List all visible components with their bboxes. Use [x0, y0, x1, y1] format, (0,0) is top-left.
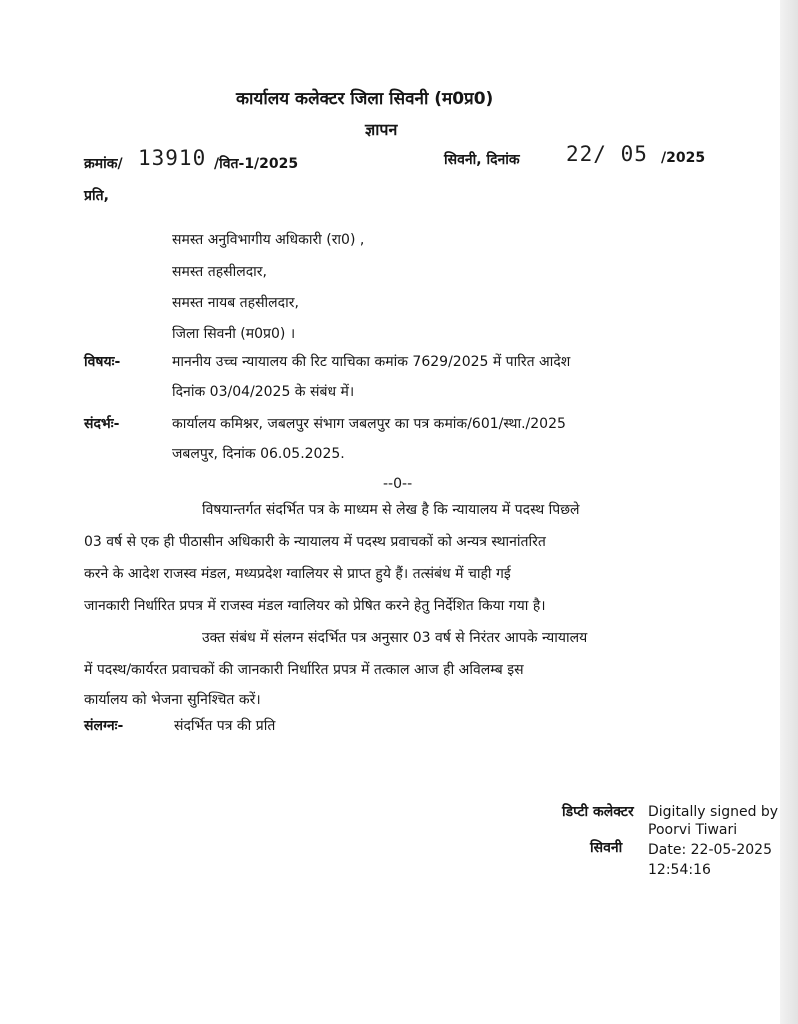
kramank-suffix: /वित-1/2025 [214, 156, 299, 172]
signatory-place: सिवनी [590, 840, 623, 856]
body-para2-line: कार्यालय को भेजना सुनिश्चित करें। [84, 692, 261, 708]
digital-signature-date: Date: 22-05-2025 [648, 842, 772, 858]
body-para1-line: जानकारी निर्धारित प्रपत्र में राजस्व मंडल ग्वालियर को प्रेषित करने हेतु निर्देशित किया गया है। [84, 598, 546, 614]
document-type: ज्ञापन [365, 120, 398, 139]
date-handwritten: 22/ 05 [566, 142, 648, 166]
body-para1-line: विषयान्तर्गत संदर्भित पत्र के माध्यम से लेख है कि न्यायालय में पदस्थ पिछले [202, 502, 580, 518]
kramank-handwritten-number: 13910 [138, 146, 207, 170]
subject-line: माननीय उच्च न्यायालय की रिट याचिका कमांक 7629/2025 में पारित आदेश [172, 354, 571, 370]
signatory-designation: डिप्टी कलेक्टर [562, 804, 634, 820]
subject-line: दिनांक 03/04/2025 के संबंध में। [172, 384, 355, 400]
enclosure-text: संदर्भित पत्र की प्रति [174, 718, 276, 734]
reference-label: संदर्भः- [84, 416, 120, 432]
body-para1-line: 03 वर्ष से एक ही पीठासीन अधिकारी के न्यायालय में पदस्थ प्रवाचकों को अन्यत्र स्थानांतरित [84, 534, 546, 550]
addressee-line: समस्त तहसीलदार, [172, 264, 267, 280]
date-year: /2025 [661, 150, 706, 166]
digital-signature-name: Poorvi Tiwari [648, 822, 738, 838]
body-para2-line: उक्त संबंध में संलग्न संदर्भित पत्र अनुसार 03 वर्ष से निरंतर आपके न्यायालय [202, 630, 588, 646]
digital-signature-time: 12:54:16 [648, 862, 711, 878]
place-date-label: सिवनी, दिनांक [444, 152, 520, 168]
enclosure-label: संलग्नः- [84, 718, 124, 734]
kramank-label: क्रमांक/ [84, 156, 123, 172]
page-edge-shadow [780, 0, 798, 1024]
reference-line: जबलपुर, दिनांक 06.05.2025. [172, 446, 345, 462]
reference-line: कार्यालय कमिश्नर, जबलपुर संभाग जबलपुर का पत्र कमांक/601/स्था./2025 [172, 416, 566, 432]
office-title: कार्यालय कलेक्टर जिला सिवनी (म0प्र0) [236, 89, 494, 109]
subject-label: विषयः- [84, 354, 121, 370]
body-para2-line: में पदस्थ/कार्यरत प्रवाचकों की जानकारी निर्धारित प्रपत्र में तत्काल आज ही अविलम्ब इस [84, 662, 524, 678]
digital-signature-line1: Digitally signed by [648, 804, 779, 820]
addressee-line: समस्त अनुविभागीय अधिकारी (रा0) , [172, 232, 365, 248]
addressee-line: समस्त नायब तहसीलदार, [172, 295, 299, 311]
addressee-line: जिला सिवनी (म0प्र0) । [172, 326, 296, 342]
divider: --0-- [383, 476, 413, 492]
body-para1-line: करने के आदेश राजस्व मंडल, मध्यप्रदेश ग्वालियर से प्राप्त हुये हैं। तत्संबंध में चाही गई [84, 566, 511, 582]
prati-label: प्रति, [84, 188, 109, 204]
